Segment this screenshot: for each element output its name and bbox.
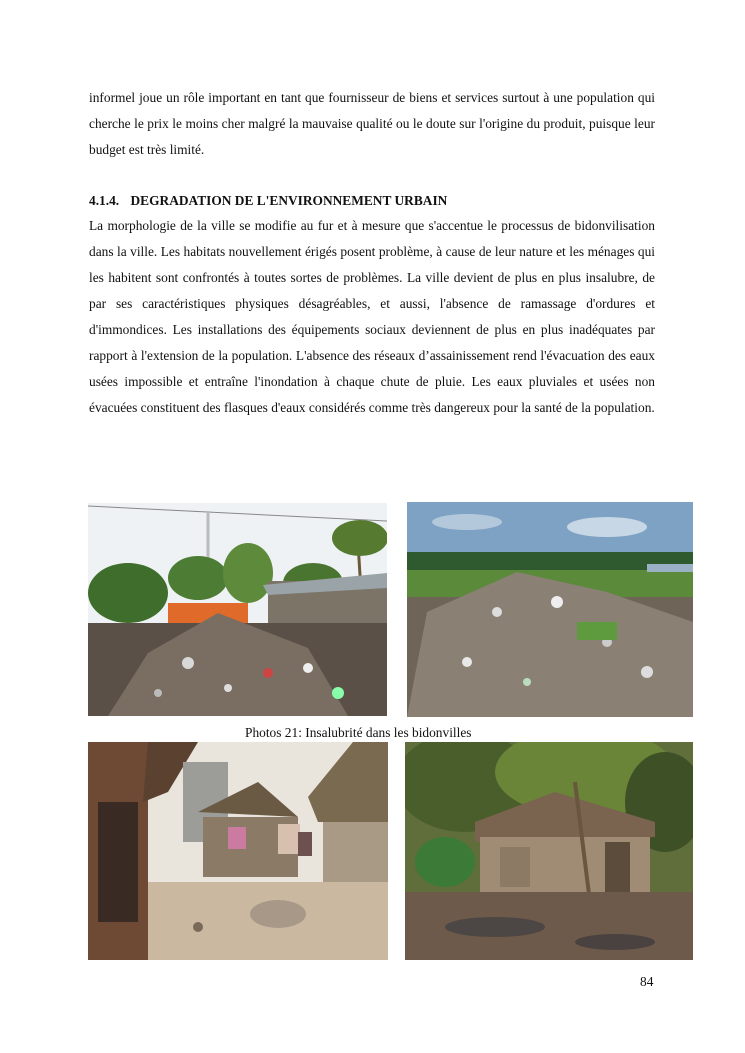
figure-caption: Photos 21: Insalubrité dans les bidonvilles bbox=[245, 725, 472, 740]
page-number: 84 bbox=[640, 974, 654, 989]
photo-open-dump-field bbox=[407, 502, 693, 717]
section-heading bbox=[89, 191, 447, 211]
photo-alley-thatched-huts bbox=[88, 742, 388, 960]
photo-garbage-pile-shacks bbox=[88, 503, 387, 716]
section-body: La morphologie de la ville se modifie au fur et à mesure que s'accentue le processus de bidonvilisation dans la ville. Les habitats nouvellement érigés posent problème, à cause de leur nature et les ménages qui les habitent sont confrontés à toutes sortes de problèmes. La ville devient de plus en plus insalubre, de par ses caractéristiques physiques désagréables, et aussi, l'absence de ramassage d'ordures et d'immondices. Les installations des équipements sociaux deviennent de plus en plus inadéquates par rapport à l'extension de la population. L'absence des réseaux d’assainissement rend l'évacuation des eaux usées impossible et entraîne l'inondation à chaque chute de pluie. Les eaux pluviales et usées non évacuées constituent des flasques d'eaux considérés comme très dangereux pour la santé de la population. bbox=[89, 218, 655, 415]
photo-hut-under-trees bbox=[405, 742, 693, 960]
intro-paragraph: informel joue un rôle important en tant que fournisseur de biens et services surtout à une population qui cherche le prix le moins cher malgré la mauvaise qualité ou le doute sur l'origine du produit, puisque leur budget est très limité. bbox=[89, 90, 655, 157]
section-number: 4.1.4. bbox=[89, 193, 120, 208]
section-title: DEGRADATION DE L'ENVIRONNEMENT URBAIN bbox=[130, 193, 448, 208]
